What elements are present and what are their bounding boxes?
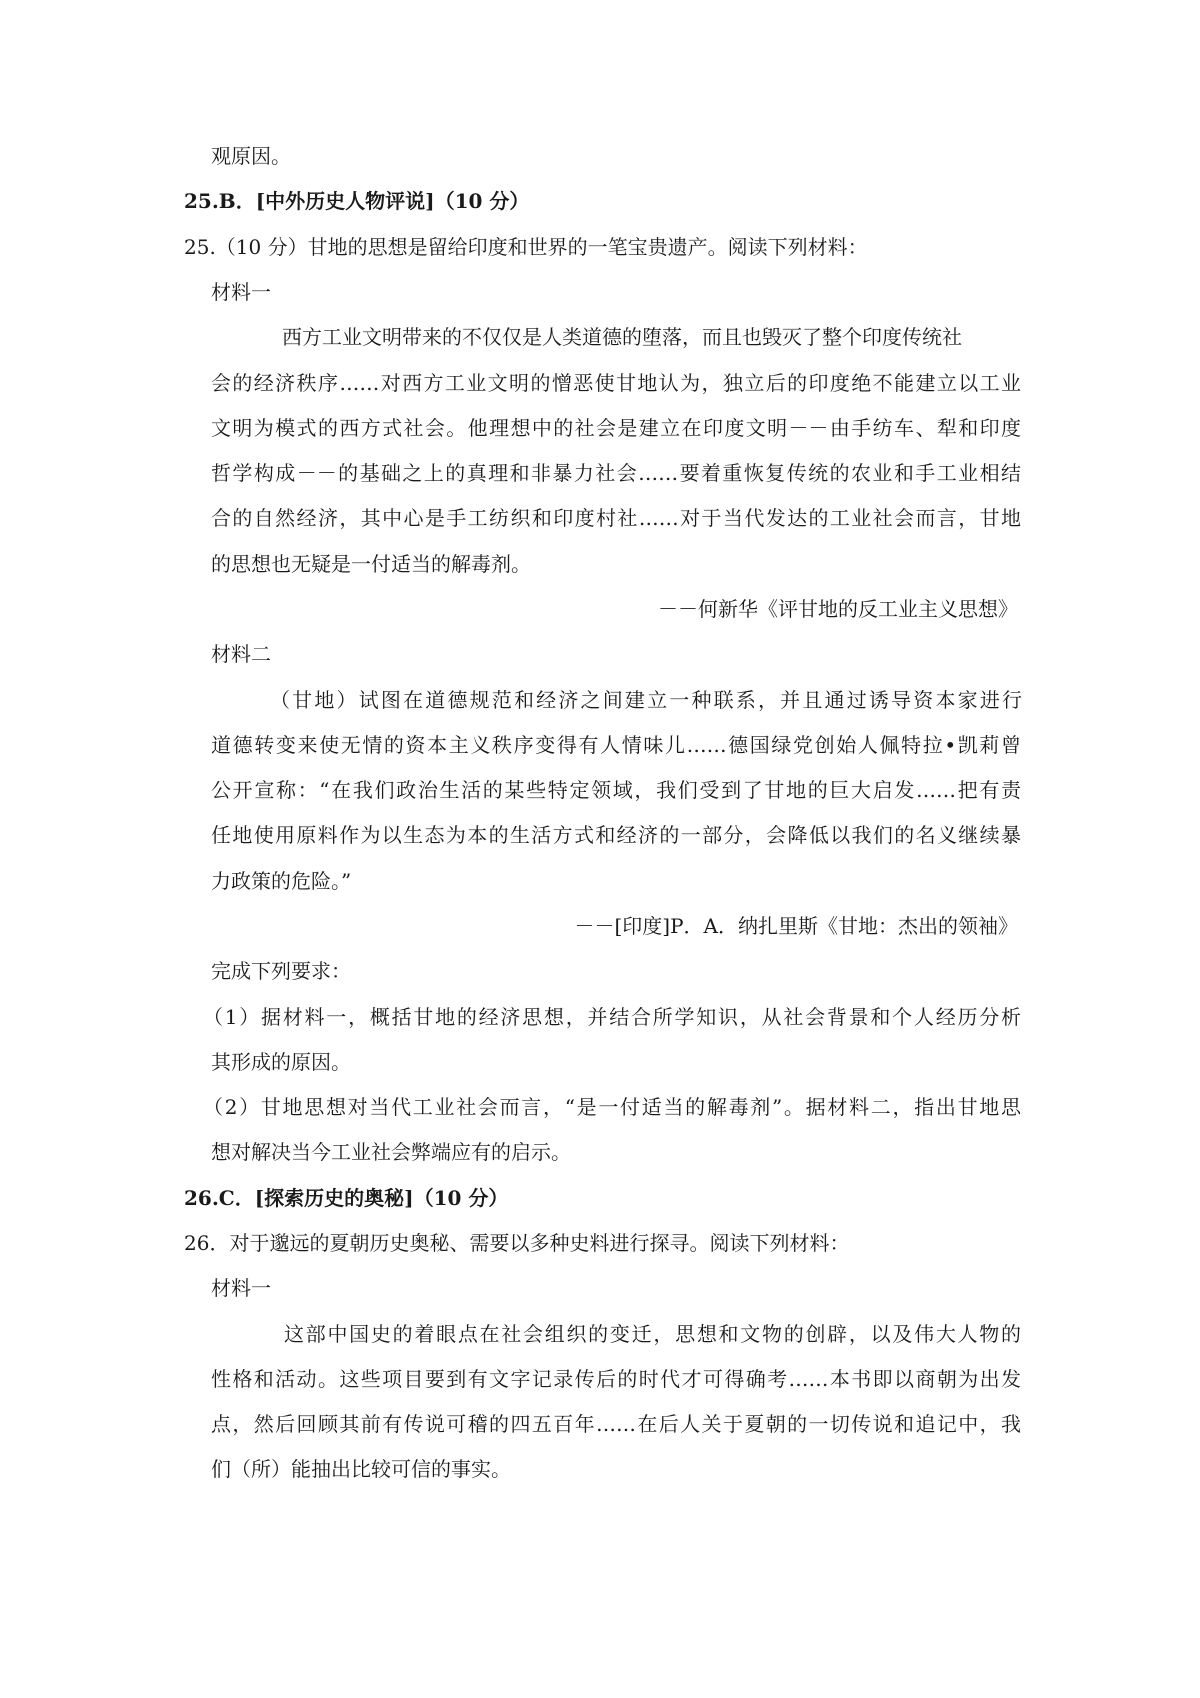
citation: －－[印度]P．A．纳扎里斯《甘地：杰出的领袖》 bbox=[574, 914, 1018, 938]
question-item: 想对解决当今工业社会弊端应有的启示。 bbox=[211, 1140, 571, 1164]
question-item: 其形成的原因。 bbox=[211, 1050, 351, 1074]
section-heading-25b: 25.B．[中外历史人物评说]（10 分） bbox=[184, 189, 530, 213]
question-item: （2）甘地思想对当代工业社会而言，“是一付适当的解毒剂”。据材料二，指出甘地思 bbox=[203, 1095, 1021, 1119]
material-label: 材料一 bbox=[211, 1276, 271, 1300]
section-heading-26c: 26.C．[探索历史的奥秘]（10 分） bbox=[184, 1186, 509, 1210]
material-text-line: （甘地）试图在道德规范和经济之间建立一种联系，并且通过诱导资本家进行 bbox=[270, 688, 1022, 712]
material-text-line: 性格和活动。这些项目要到有文字记录传后的时代才可得确考……本书即以商朝为出发 bbox=[211, 1367, 1021, 1391]
material-text-line: 哲学构成－－的基础之上的真理和非暴力社会……要着重恢复传统的农业和手工业相结 bbox=[211, 461, 1021, 485]
material-label: 材料二 bbox=[211, 642, 271, 666]
material-label: 材料一 bbox=[211, 280, 271, 304]
citation: －－何新华《评甘地的反工业主义思想》 bbox=[658, 597, 1018, 621]
material-text-line: 点，然后回顾其前有传说可稽的四五百年……在后人关于夏朝的一切传说和追记中，我 bbox=[211, 1412, 1021, 1436]
material-text-line: 这部中国史的着眼点在社会组织的变迁，思想和文物的创辟，以及伟大人物的 bbox=[284, 1322, 1021, 1346]
question-25-stem: 25.（10 分）甘地的思想是留给印度和世界的一笔宝贵遗产。阅读下列材料： bbox=[184, 235, 868, 259]
material-text-line: 合的自然经济，其中心是手工纺织和印度村社……对于当代发达的工业社会而言，甘地 bbox=[211, 506, 1021, 530]
material-text-line: 会的经济秩序……对西方工业文明的憎恶使甘地认为，独立后的印度绝不能建立以工业 bbox=[211, 371, 1021, 395]
material-text-line: 们（所）能抽出比较可信的事实。 bbox=[211, 1457, 511, 1481]
material-text-line: 文明为模式的西方式社会。他理想中的社会是建立在印度文明－－由手纺车、犁和印度 bbox=[211, 416, 1021, 440]
question-26-stem: 26．对于邈远的夏朝历史奥秘、需要以多种史料进行探寻。阅读下列材料： bbox=[184, 1231, 850, 1255]
text-line: 观原因。 bbox=[211, 144, 291, 168]
material-text-line: 公开宣称：“在我们政治生活的某些特定领域，我们受到了甘地的巨大启发……把有责 bbox=[211, 778, 1021, 802]
material-text-line: 任地使用原料作为以生态为本的生活方式和经济的一部分，会降低以我们的名义继续暴 bbox=[211, 823, 1021, 847]
material-text-line: 力政策的危险。” bbox=[211, 869, 352, 893]
question-item: （1）据材料一，概括甘地的经济思想，并结合所学知识，从社会背景和个人经历分析 bbox=[203, 1005, 1021, 1029]
material-text-line: 西方工业文明带来的不仅仅是人类道德的堕落，而且也毁灭了整个印度传统社 bbox=[282, 325, 962, 349]
material-text-line: 的思想也无疑是一付适当的解毒剂。 bbox=[211, 552, 531, 576]
instruction: 完成下列要求： bbox=[211, 959, 351, 983]
material-text-line: 道德转变来使无情的资本主义秩序变得有人情味儿……德国绿党创始人佩特拉•凯莉曾 bbox=[211, 733, 1021, 757]
